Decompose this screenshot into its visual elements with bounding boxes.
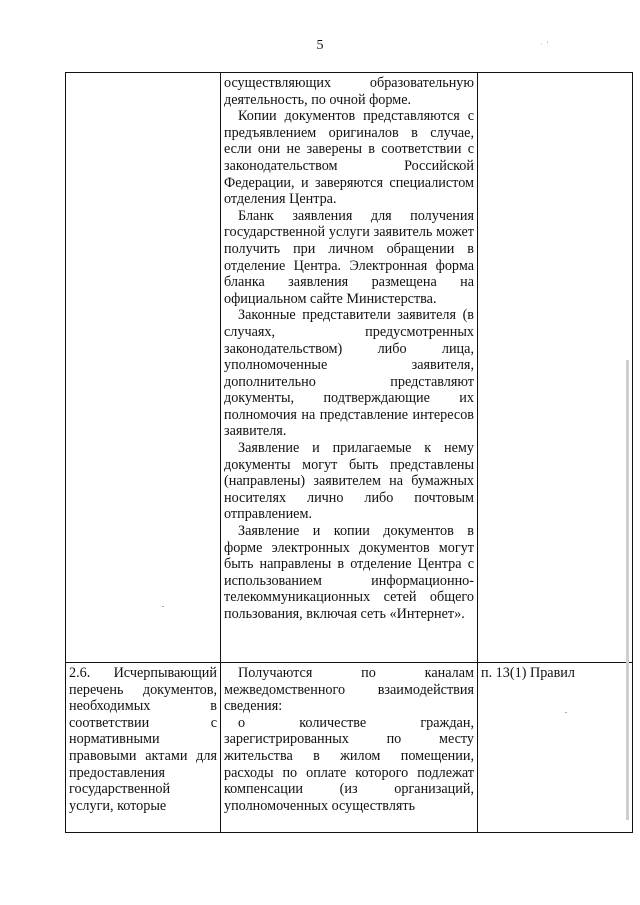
scan-speck: · ' [540,40,549,49]
table-row [66,73,633,663]
paragraph: Бланк заявления для получения государственной услуги заявитель может получить при личном обращении в отделение Центра. Электронная форма бланка заявления размещена на официальном сайте Министерства. [224,207,474,307]
table-row [66,663,633,833]
paragraph: Копии документов представляются с предъявлением оригиналов в случае, если они не заверены в соответствии с законодательством Российской Федерации, и заверяются специалистом отделения Центра. [224,108,474,208]
row1-col3-cell [478,73,633,663]
row2-col2-cell [221,663,478,833]
scan-speck [162,606,164,607]
row2-col3-cell [478,663,633,833]
scan-edge-shadow [626,360,629,820]
paragraph: осуществляющих образовательную деятельность, по очной форме. [224,75,474,108]
document-table [65,72,633,833]
section-heading: 2.6. Исчерпывающий перечень документов, необходимых в соответствии с нормативными правовыми актами для предоставления государственной услуги, которые [69,665,217,814]
row1-col2-cell [221,73,478,663]
row2-col1-cell [66,663,221,833]
paragraph: Заявление и прилагаемые к нему документы могут быть представлены (направлены) заявителем на бумажных носителях лично либо почтовым отправлением. [224,440,474,523]
legal-reference: п. 13(1) Правил [481,665,575,681]
page-number: 5 [316,38,324,53]
paragraph: Получаются по каналам межведомственного взаимодействия сведения: [224,665,474,715]
scan-speck [565,712,567,713]
row1-col1-cell [66,73,221,663]
paragraph: Законные представители заявителя (в случаях, предусмотренных законодательством) либо лица, уполномоченные заявителя, дополнительно представляют документы, подтверждающие их полномочия на представление интересов заявителя. [224,307,474,440]
paragraph: Заявление и копии документов в форме электронных документов могут быть направлены в отделение Центра с использованием информационно-телекоммуникационных сетей общего пользования, включая сеть «Интернет». [224,523,474,622]
paragraph: о количестве граждан, зарегистрированных по месту жительства в жилом помещении, расходы по оплате которого подлежат компенсации (из организаций, уполномоченных осуществлять [224,714,474,814]
